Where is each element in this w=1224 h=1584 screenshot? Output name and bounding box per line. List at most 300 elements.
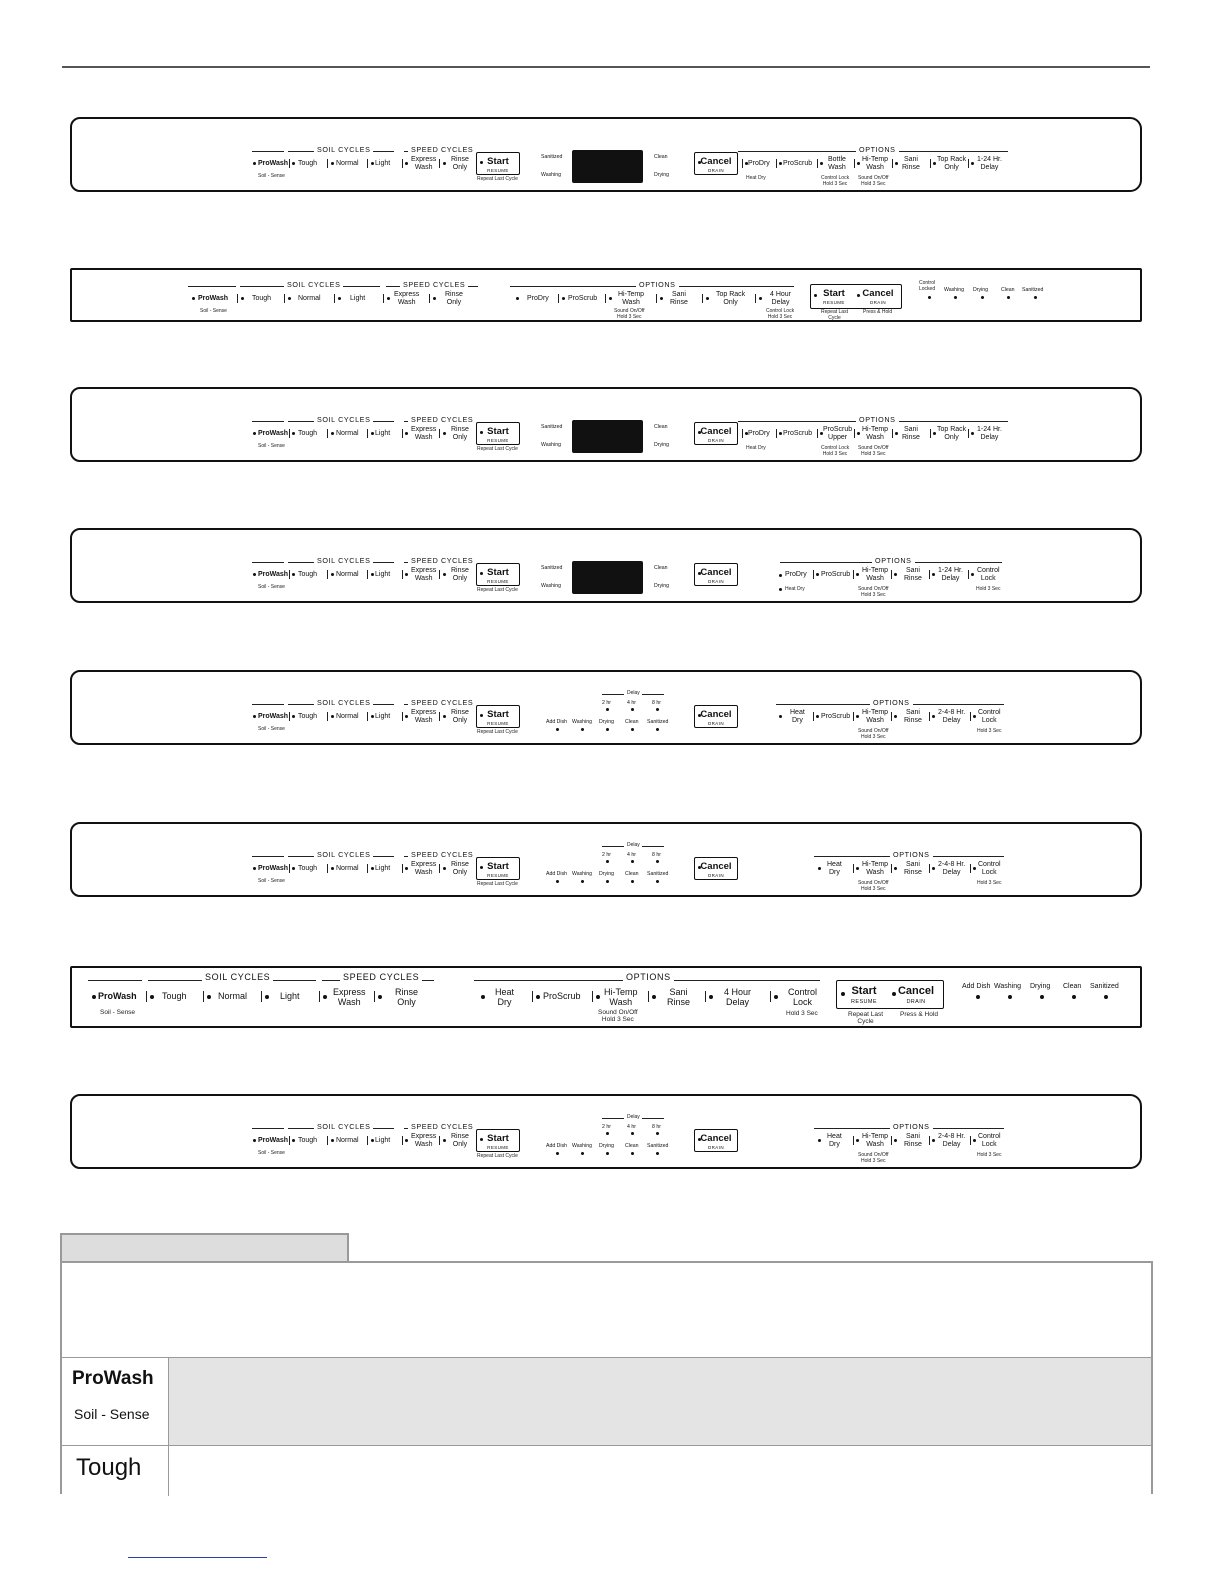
soil-line-a (88, 980, 142, 981)
sound-note: Sound On/Off Hold 3 Sec (858, 175, 889, 187)
rinse-only-button[interactable]: Rinse Only (451, 861, 469, 876)
normal-dot (331, 867, 334, 870)
divider (532, 991, 533, 1002)
hitemp-wash-button[interactable]: Hi-Temp Wash (862, 709, 889, 724)
hitemp-wash-button[interactable]: Hi-Temp Wash (862, 426, 889, 441)
digital-display (572, 420, 643, 453)
divider (705, 991, 706, 1002)
proscrub-button[interactable]: ProScrub (783, 160, 813, 167)
sanitized-dot (656, 880, 659, 883)
express-wash-button[interactable]: Express Wash (411, 709, 437, 724)
delay-4hr-dot (631, 1132, 634, 1135)
tough-button[interactable]: Tough (298, 865, 318, 872)
express-dot (405, 162, 408, 165)
sani-dot (895, 432, 898, 435)
delay-2hr: 2 hr (602, 700, 611, 706)
sani-rinse-button[interactable]: Sani Rinse (902, 426, 920, 441)
divider (605, 294, 606, 303)
divider (891, 570, 892, 579)
divider (776, 429, 777, 438)
rinse-dot (443, 867, 446, 870)
cancel-button[interactable] (694, 152, 738, 175)
drying-indicator: Drying (973, 287, 988, 293)
normal-button[interactable]: Normal (336, 160, 359, 167)
divider (742, 159, 743, 168)
tough-dot (292, 162, 295, 165)
divider (891, 1136, 892, 1145)
divider (853, 712, 854, 721)
add-dish-indicator: Add Dish (546, 871, 568, 877)
soil-cycles-label: SOIL CYCLES (314, 698, 373, 707)
soil-line-a (252, 704, 284, 705)
divider (854, 159, 855, 168)
delay-button[interactable]: 1-24 Hr. Delay (938, 567, 963, 582)
press-hold-note: Press & Hold (900, 1011, 938, 1018)
prodry-button[interactable]: ProDry (785, 571, 807, 578)
hitemp-wash-button[interactable]: Hi-Temp Wash (862, 861, 889, 876)
repeat-last-cycle: Repeat Last Cycle (477, 729, 518, 735)
clean-dot (1007, 296, 1010, 299)
heat-dry-label: Heat Dry (746, 175, 766, 181)
proscrub-button[interactable]: ProScrub (821, 571, 851, 578)
washing-dot (581, 728, 584, 731)
normal-button[interactable]: Normal (336, 571, 359, 578)
express-wash-button[interactable]: Express Wash (411, 156, 437, 171)
prodry-dot (779, 574, 782, 577)
prowash-button[interactable]: ProWash (258, 571, 289, 578)
express-dot (323, 995, 327, 999)
table-row (62, 1446, 1151, 1496)
hold-note: Hold 3 Sec (977, 1152, 1002, 1158)
divider (367, 712, 368, 721)
divider (968, 429, 969, 438)
tough-button[interactable]: Tough (298, 160, 318, 167)
delay-8hr: 8 hr (652, 700, 661, 706)
divider (968, 570, 969, 579)
table-header-row (62, 1263, 1151, 1358)
delay-8hr: 8 hr (652, 1124, 661, 1130)
start-button[interactable] (476, 422, 520, 445)
prowash-button[interactable]: ProWash (258, 1137, 289, 1144)
control-locked-dot (928, 296, 931, 299)
sani-dot (894, 715, 897, 718)
delay4-dot (759, 297, 762, 300)
delay-4hr-dot (631, 708, 634, 711)
rinse-dot (443, 715, 446, 718)
toprack-dot (706, 297, 709, 300)
light-dot (371, 1139, 374, 1142)
divider (327, 429, 328, 438)
normal-button[interactable]: Normal (298, 295, 321, 302)
prodry-button[interactable]: ProDry (527, 295, 549, 302)
cancel-button[interactable] (694, 1129, 738, 1152)
sani-rinse-button[interactable]: Sani Rinse (670, 291, 688, 306)
prowash-button[interactable]: ProWash (98, 991, 137, 1001)
divider (327, 864, 328, 873)
options-label: OPTIONS (890, 850, 933, 859)
divider (429, 294, 430, 303)
light-button[interactable]: Light (350, 295, 366, 302)
rinse-only-button[interactable]: Rinse Only (451, 156, 469, 171)
hitemp-dot (856, 573, 859, 576)
divider (367, 864, 368, 873)
sani-rinse-button[interactable]: Sani Rinse (667, 987, 691, 1007)
proscrub-upper-button[interactable]: ProScrub Upper (823, 426, 853, 441)
divider (853, 864, 854, 873)
start-button[interactable] (476, 705, 520, 728)
divider (402, 1136, 403, 1145)
light-dot (338, 297, 341, 300)
rinse-only-button[interactable]: Rinse Only (451, 1133, 469, 1148)
soil-cycles-label: SOIL CYCLES (314, 415, 373, 424)
digital-display (572, 561, 643, 594)
control-lock-button[interactable]: Control Lock (978, 861, 1001, 876)
prowash-button[interactable]: ProWash (258, 865, 289, 872)
speed-cycles-label: SPEED CYCLES (408, 556, 476, 565)
start-label: Start (487, 709, 509, 720)
divider (402, 570, 403, 579)
normal-button[interactable]: Normal (218, 991, 248, 1001)
table-cell-label (62, 1446, 169, 1496)
clean-dot (631, 880, 634, 883)
drying-dot (981, 296, 984, 299)
prowash-button[interactable]: ProWash (258, 160, 289, 167)
soil-sense-label: Soil - Sense (258, 1150, 285, 1156)
hitemp-wash-button[interactable]: Hi-Temp Wash (862, 1133, 889, 1148)
proscrub-button[interactable]: ProScrub (821, 713, 851, 720)
prowash-dot (92, 995, 96, 999)
cancel-button[interactable] (694, 857, 738, 880)
washing-indicator: Washing (541, 442, 561, 448)
repeat-last-cycle: Repeat Last Cycle (477, 587, 518, 593)
heat-dry-button[interactable]: Heat Dry (790, 709, 805, 724)
sani-rinse-button[interactable]: Sani Rinse (904, 1133, 922, 1148)
delay-button[interactable]: 2-4-8 Hr. Delay (938, 861, 966, 876)
clean-indicator: Clean (654, 424, 668, 430)
bottle-wash-button[interactable]: Bottle Wash (828, 156, 846, 171)
express-wash-button[interactable]: Express Wash (411, 426, 437, 441)
express-wash-button[interactable]: Express Wash (411, 567, 437, 582)
tough-button[interactable]: Tough (298, 713, 318, 720)
soil-line-a (252, 562, 284, 563)
prowash-button[interactable]: ProWash (258, 713, 289, 720)
light-button[interactable]: Light (280, 991, 300, 1001)
light-button[interactable]: Light (375, 713, 391, 720)
light-button[interactable]: Light (375, 865, 391, 872)
soil-sense-label: Soil - Sense (258, 878, 285, 884)
heat-dry-dot (779, 588, 782, 591)
start-button[interactable] (476, 1129, 520, 1152)
lock-dot (971, 573, 974, 576)
control-lock-button[interactable]: Control Lock (978, 1133, 1001, 1148)
delay-8hr-dot (656, 860, 659, 863)
drain-label: DRAIN (707, 873, 724, 878)
express-wash-button[interactable]: Express Wash (411, 861, 437, 876)
control-lock-button[interactable]: Control Lock (788, 987, 818, 1007)
express-dot (405, 1139, 408, 1142)
proscrub-button[interactable]: ProScrub (783, 430, 813, 437)
start-button[interactable] (476, 152, 520, 175)
divider (334, 294, 335, 303)
normal-button[interactable]: Normal (336, 713, 359, 720)
tough-dot (241, 297, 244, 300)
control-panel-6 (70, 822, 1142, 897)
delay-line-a (602, 846, 624, 847)
toprack-dot (933, 162, 936, 165)
sanitized-dot (1104, 995, 1108, 999)
washing-indicator: Washing (572, 719, 592, 725)
sani-dot (894, 1139, 897, 1142)
options-label: OPTIONS (856, 415, 899, 424)
cancel-button[interactable] (694, 705, 738, 728)
prowash-dot (253, 573, 256, 576)
light-dot (371, 867, 374, 870)
four-hour-delay-button[interactable]: 4 Hour Delay (724, 987, 752, 1007)
options-label: OPTIONS (636, 280, 679, 289)
heat-dry-button[interactable]: Heat Dry (827, 861, 842, 876)
delay-2hr-dot (606, 1132, 609, 1135)
divider (374, 991, 375, 1002)
divider (146, 991, 147, 1002)
digital-display (572, 150, 643, 183)
speed-cycles-label: SPEED CYCLES (340, 973, 422, 982)
lock-dot (774, 995, 778, 999)
tough-button[interactable]: Tough (162, 991, 187, 1001)
prowash-button[interactable]: ProWash (258, 430, 289, 437)
start-label: Start (487, 567, 509, 578)
rinse-only-button[interactable]: Rinse Only (395, 987, 419, 1007)
soil-sense-label: Soil - Sense (258, 584, 285, 590)
normal-dot (331, 715, 334, 718)
clean-dot (1072, 995, 1076, 999)
speed-cycles-label: SPEED CYCLES (408, 698, 476, 707)
rinse-only-button[interactable]: Rinse Only (451, 567, 469, 582)
tough-button[interactable]: Tough (252, 295, 272, 302)
soil-sense-label: Soil - Sense (100, 1009, 136, 1016)
clean-indicator: Clean (625, 871, 639, 877)
light-button[interactable]: Light (375, 1137, 391, 1144)
control-lock-note: Control Lock Hold 3 Sec (766, 308, 795, 320)
sani-rinse-button[interactable]: Sani Rinse (904, 567, 922, 582)
drying-dot (1040, 995, 1044, 999)
control-locked-indicator: Control Locked (919, 280, 936, 292)
proscrub-button[interactable]: ProScrub (543, 991, 581, 1001)
tough-button[interactable]: Tough (298, 571, 318, 578)
express-wash-button[interactable]: Express Wash (411, 1133, 437, 1148)
tough-button[interactable]: Tough (298, 1137, 318, 1144)
hitemp-wash-button[interactable]: Hi-Temp Wash (862, 567, 889, 582)
top-rack-only-button[interactable]: Top Rack Only (937, 426, 967, 441)
heat-dry-dot (818, 867, 821, 870)
drying-indicator: Drying (599, 719, 614, 725)
divider (402, 429, 403, 438)
divider (970, 864, 971, 873)
sanitized-indicator: Sanitized (647, 871, 669, 877)
bottle-dot (820, 162, 823, 165)
delay-dot (932, 715, 935, 718)
heat-dry-dot (481, 995, 485, 999)
divider (891, 712, 892, 721)
divider (854, 429, 855, 438)
prodry-button[interactable]: ProDry (748, 160, 770, 167)
drying-indicator: Drying (654, 172, 669, 178)
clean-indicator: Clean (654, 154, 668, 160)
prowash-button[interactable]: ProWash (198, 295, 229, 302)
divider (558, 294, 559, 303)
table-cell-label (62, 1358, 169, 1445)
tough-button[interactable]: Tough (298, 430, 318, 437)
delay-line-a (602, 1118, 624, 1119)
sound-note: Sound On/Off Hold 3 Sec (858, 586, 889, 598)
normal-button[interactable]: Normal (336, 865, 359, 872)
rinse-dot (443, 162, 446, 165)
washing-indicator: Washing (944, 287, 964, 293)
divider (289, 159, 290, 168)
divider (367, 429, 368, 438)
control-panel-3 (70, 387, 1142, 462)
light-dot (265, 995, 269, 999)
start-cancel-button[interactable] (810, 284, 902, 309)
start-button[interactable] (476, 857, 520, 880)
drying-dot (606, 728, 609, 731)
footer-link-underline[interactable] (128, 1557, 267, 1558)
divider (289, 864, 290, 873)
proscrub-button[interactable]: ProScrub (568, 295, 598, 302)
light-button[interactable]: Light (375, 430, 391, 437)
sani-rinse-button[interactable]: Sani Rinse (904, 709, 922, 724)
four-hour-delay-button[interactable]: 4 Hour Delay (770, 291, 792, 306)
delay4-dot (709, 995, 713, 999)
drying-indicator: Drying (654, 442, 669, 448)
delay-line-b (642, 846, 664, 847)
resume-label: RESUME (487, 579, 509, 584)
hitemp-wash-button[interactable]: Hi-Temp Wash (604, 987, 638, 1007)
divider (319, 991, 320, 1002)
divider (853, 570, 854, 579)
clean-indicator: Clean (1063, 983, 1082, 990)
divider (813, 712, 814, 721)
clean-indicator: Clean (1001, 287, 1015, 293)
proscrub-dot (562, 297, 565, 300)
hold-note: Hold 3 Sec (977, 728, 1002, 734)
divider (592, 991, 593, 1002)
delay-button[interactable]: 1-24 Hr. Delay (977, 426, 1002, 441)
rinse-only-button[interactable]: Rinse Only (451, 426, 469, 441)
rinse-only-button[interactable]: Rinse Only (451, 709, 469, 724)
cancel-label: Cancel (700, 426, 732, 437)
divider (656, 294, 657, 303)
hold-note: Hold 3 Sec (976, 586, 1001, 592)
soil-cycles-label: SOIL CYCLES (314, 1122, 373, 1131)
normal-button[interactable]: Normal (336, 1137, 359, 1144)
hitemp-wash-button[interactable]: Hi-Temp Wash (862, 156, 889, 171)
divider (892, 159, 893, 168)
hitemp-dot (856, 715, 859, 718)
hitemp-wash-button[interactable]: Hi-Temp Wash (618, 291, 645, 306)
divider (402, 864, 403, 873)
hitemp-dot (856, 1139, 859, 1142)
table-row (62, 1358, 1151, 1446)
divider (289, 429, 290, 438)
delay-2hr-dot (606, 860, 609, 863)
heat-dry-button[interactable]: Heat Dry (495, 987, 515, 1007)
cancel-label: Cancel (700, 1133, 732, 1144)
light-button[interactable]: Light (375, 160, 391, 167)
options-label: OPTIONS (856, 145, 899, 154)
resume-label: RESUME (487, 873, 509, 878)
control-lock-button[interactable]: Control Lock (977, 567, 1000, 582)
proscrub-dot (816, 573, 819, 576)
divider (402, 712, 403, 721)
express-wash-button[interactable]: Express Wash (394, 291, 420, 306)
delay-button[interactable]: 2-4-8 Hr. Delay (938, 709, 966, 724)
sani-dot (895, 162, 898, 165)
top-rack-only-button[interactable]: Top Rack Only (716, 291, 746, 306)
hold-note: Hold 3 Sec (977, 880, 1002, 886)
drain-label: DRAIN (707, 721, 724, 726)
cancel-label: Cancel (700, 156, 732, 167)
heat-dry-button[interactable]: Heat Dry (827, 1133, 842, 1148)
drain-label: DRAIN (707, 1145, 724, 1150)
control-lock-note: Control Lock Hold 3 Sec (821, 445, 850, 457)
delay-line-a (602, 694, 624, 695)
start-button[interactable] (476, 563, 520, 586)
soil-cycles-label: SOIL CYCLES (284, 280, 343, 289)
prowash-dot (253, 867, 256, 870)
delay-button[interactable]: 1-24 Hr. Delay (977, 156, 1002, 171)
rinse-only-button[interactable]: Rinse Only (445, 291, 463, 306)
divider (929, 570, 930, 579)
prowash-dot (253, 715, 256, 718)
delay-button[interactable]: 2-4-8 Hr. Delay (938, 1133, 966, 1148)
drying-indicator: Drying (1030, 983, 1051, 990)
start-cancel-button[interactable] (836, 980, 944, 1009)
top-rack-only-button[interactable]: Top Rack Only (937, 156, 967, 171)
divider (813, 570, 814, 579)
cancel-button[interactable] (694, 563, 738, 586)
sani-rinse-button[interactable]: Sani Rinse (902, 156, 920, 171)
divider (383, 294, 384, 303)
prowash-dot (253, 1139, 256, 1142)
drain-label: DRAIN (707, 438, 724, 443)
press-hold-note: Press & Hold (863, 309, 893, 315)
cancel-button[interactable] (694, 422, 738, 445)
prodry-button[interactable]: ProDry (748, 430, 770, 437)
divider (289, 712, 290, 721)
washing-indicator: Washing (994, 983, 1021, 990)
divider (853, 1136, 854, 1145)
delay-2hr: 2 hr (602, 852, 611, 858)
add-dish-dot (976, 995, 980, 999)
control-lock-button[interactable]: Control Lock (978, 709, 1001, 724)
hitemp-dot (856, 867, 859, 870)
divider (970, 712, 971, 721)
sound-note: Sound On/Off Hold 3 Sec (858, 728, 889, 740)
express-wash-button[interactable]: Express Wash (333, 987, 366, 1007)
sani-rinse-button[interactable]: Sani Rinse (904, 861, 922, 876)
normal-button[interactable]: Normal (336, 430, 359, 437)
speed-cycles-label: SPEED CYCLES (408, 850, 476, 859)
sanitized-indicator: Sanitized (647, 719, 669, 725)
divider (702, 294, 703, 303)
soil-line-a (252, 151, 284, 152)
cycle-table (60, 1261, 1153, 1494)
light-button[interactable]: Light (375, 571, 391, 578)
divider (755, 294, 756, 303)
divider (327, 712, 328, 721)
express-dot (405, 715, 408, 718)
add-dish-indicator: Add Dish (546, 719, 568, 725)
